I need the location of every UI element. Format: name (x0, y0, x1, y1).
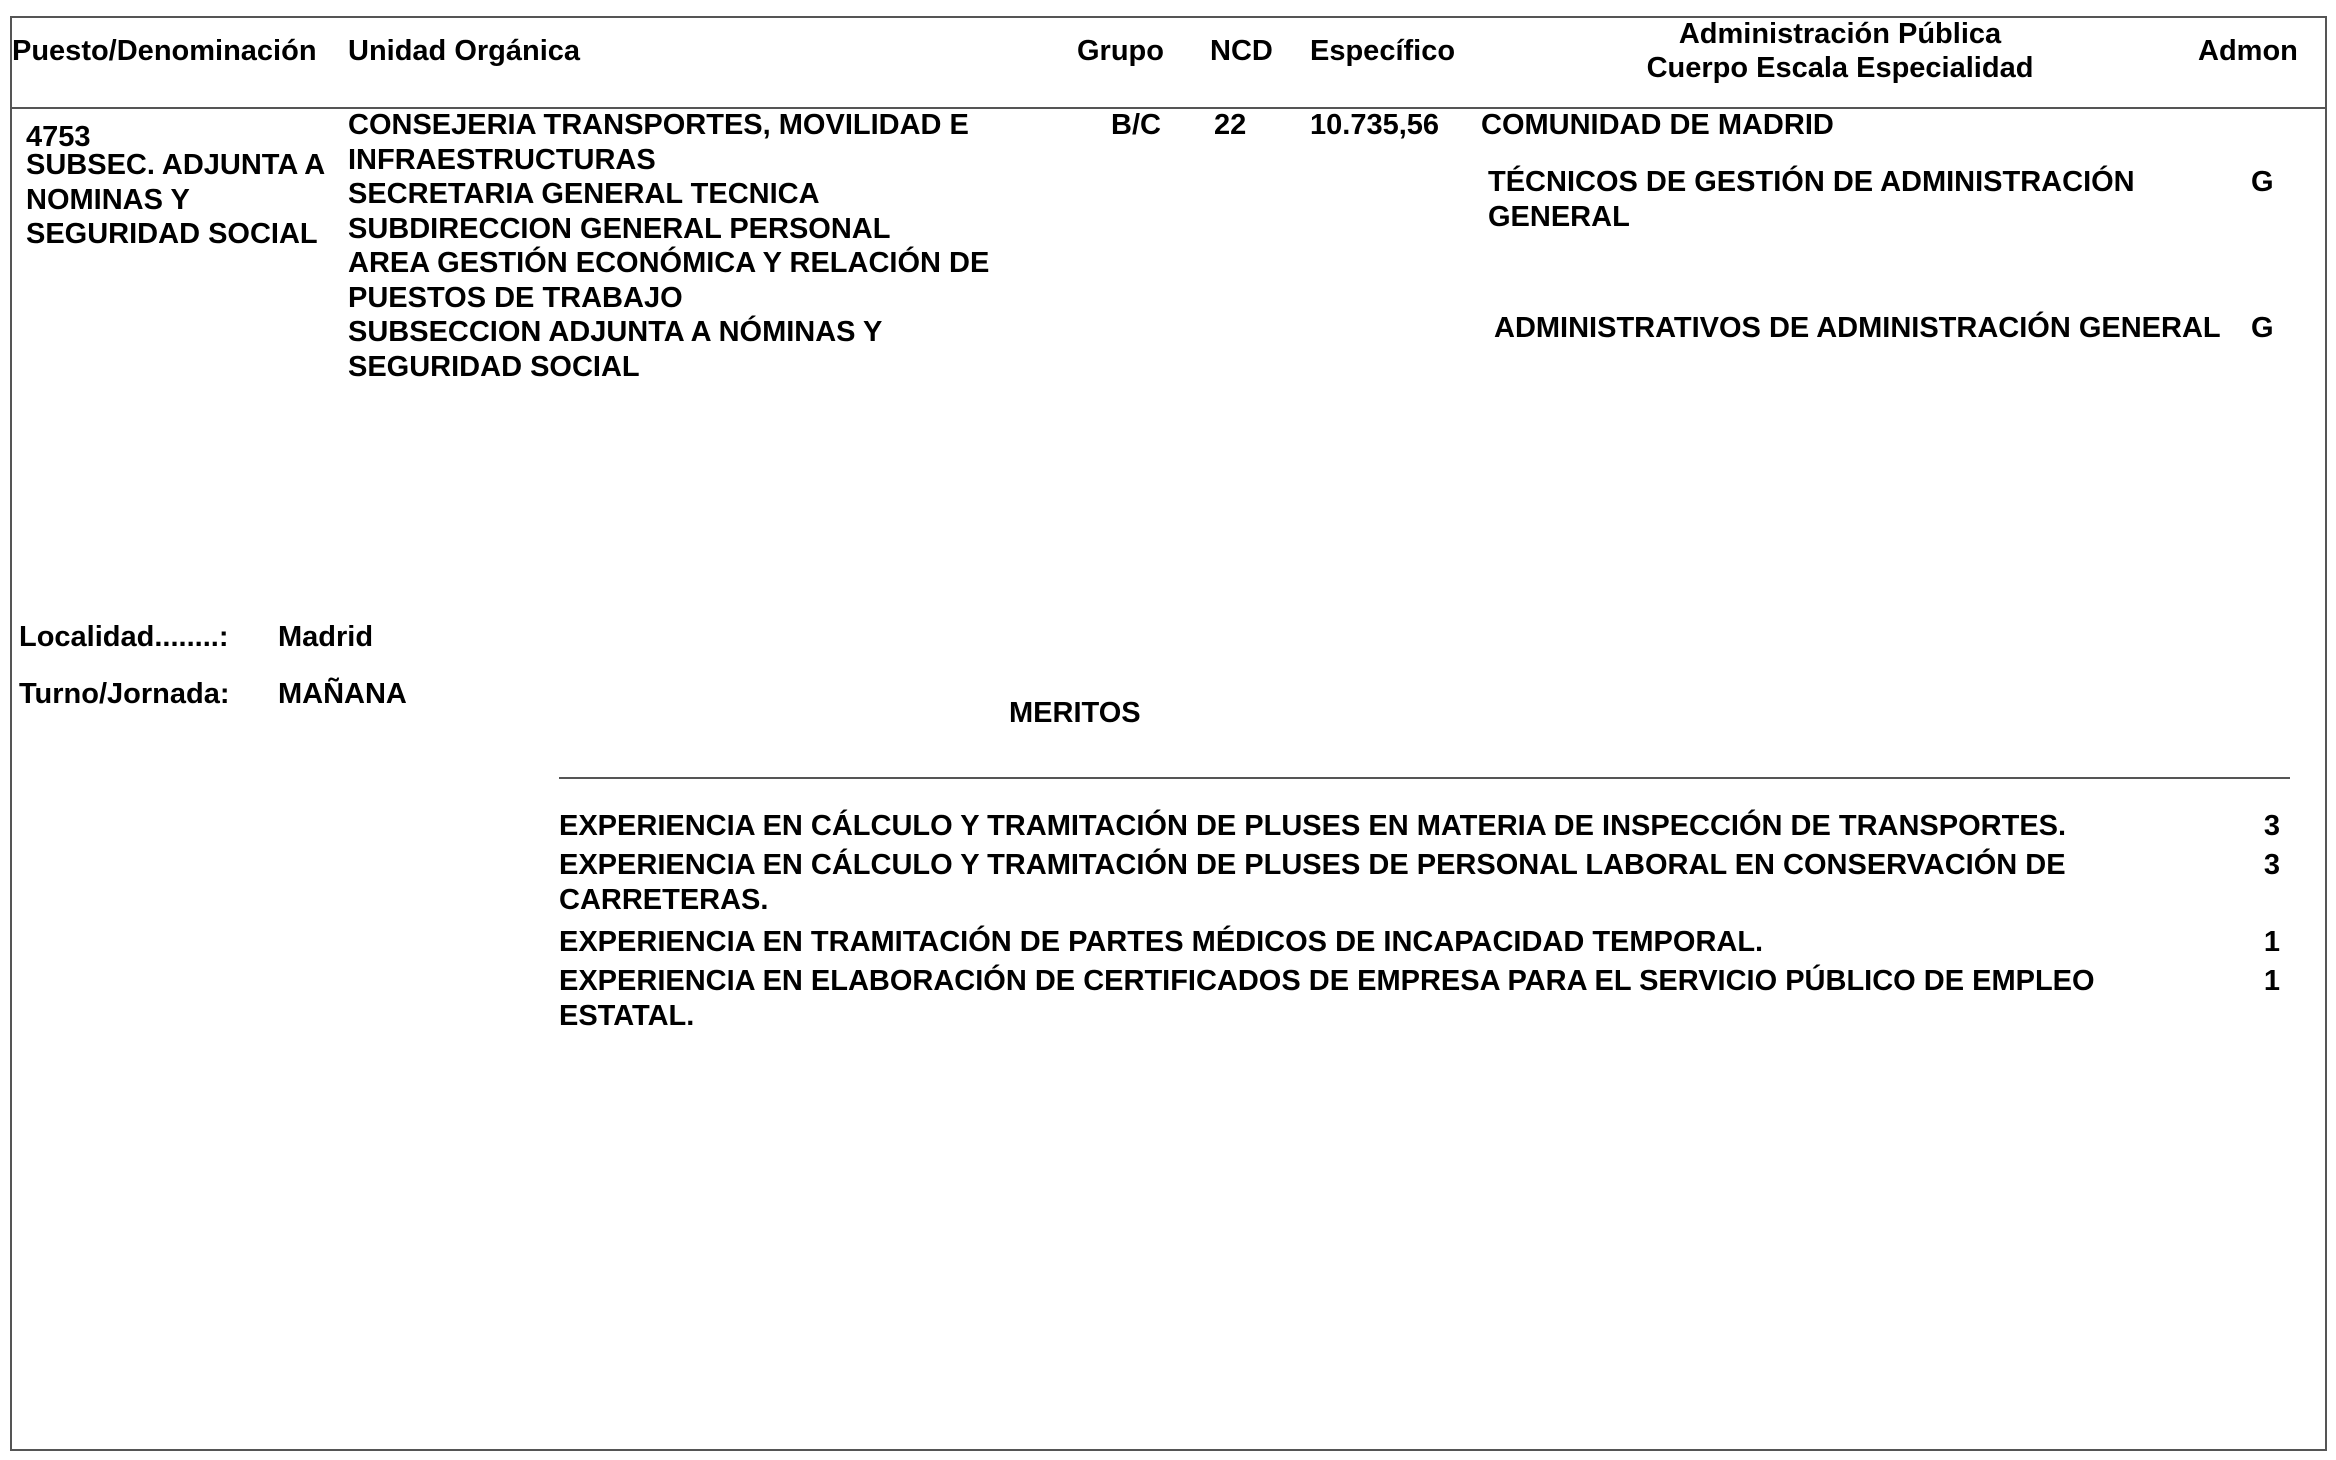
unidad-organica: CONSEJERIA TRANSPORTES, MOVILIDAD E INFRAESTRUCTURAS SECRETARIA GENERAL TECNICA SUBDIRECCION GENERAL PERSONAL AREA GESTIÓN ECONÓMICA Y RELACIÓN DE PUESTOS DE TRABAJO SUBSECCION ADJUNTA A NÓMINAS Y SEGURIDAD SOCIAL (348, 109, 990, 383)
cuerpo-administrativos: ADMINISTRATIVOS DE ADMINISTRACIÓN GENERAL (1494, 312, 2221, 344)
header-admin-publica-title: Administración Pública (1678, 18, 2002, 50)
merito-item: EXPERIENCIA EN ELABORACIÓN DE CERTIFICADOS DE EMPRESA PARA EL SERVICIO PÚBLICO DE EMPLEO ESTATAL. (559, 965, 2095, 1032)
meritos-title: MERITOS (1009, 697, 1141, 729)
localidad-value: Madrid (278, 621, 374, 653)
merito-points: 3 (2263, 849, 2280, 881)
header-grupo: Grupo (1077, 35, 1164, 67)
turno-value: MAÑANA (278, 678, 407, 710)
puesto-administracion: COMUNIDAD DE MADRID (1481, 109, 1834, 141)
header-unidad: Unidad Orgánica (348, 35, 581, 67)
cuerpo-tecnicos-admon: G (2251, 166, 2274, 198)
puesto-number: 4753 (26, 121, 91, 153)
puesto-ncd: 22 (1214, 109, 1247, 141)
merito-item: EXPERIENCIA EN TRAMITACIÓN DE PARTES MÉDICOS DE INCAPACIDAD TEMPORAL. (559, 926, 1764, 958)
header-puesto: Puesto/Denominación (12, 35, 317, 67)
header-especifico: Específico (1310, 35, 1456, 67)
header-admon: Admon (2198, 35, 2298, 67)
localidad-label: Localidad........: (19, 621, 229, 653)
merito-points: 3 (2263, 810, 2280, 842)
puesto-grupo: B/C (1111, 109, 1161, 141)
merito-item: EXPERIENCIA EN CÁLCULO Y TRAMITACIÓN DE PLUSES EN MATERIA DE INSPECCIÓN DE TRANSPORTES. (559, 810, 2067, 842)
header-admin-publica-subtitle: Cuerpo Escala Especialidad (1646, 52, 2034, 84)
meritos-divider (559, 777, 2290, 779)
merito-points: 1 (2263, 965, 2280, 997)
merito-points: 1 (2263, 926, 2280, 958)
puesto-especifico: 10.735,56 (1310, 109, 1440, 141)
cuerpo-tecnicos: TÉCNICOS DE GESTIÓN DE ADMINISTRACIÓN GENERAL (1488, 166, 2135, 233)
header-ncd: NCD (1210, 35, 1273, 67)
merito-item: EXPERIENCIA EN CÁLCULO Y TRAMITACIÓN DE PLUSES DE PERSONAL LABORAL EN CONSERVACIÓN DE CARRETERAS. (559, 849, 2066, 916)
cuerpo-administrativos-admon: G (2251, 312, 2274, 344)
turno-label: Turno/Jornada: (19, 678, 230, 710)
puesto-denominacion: SUBSEC. ADJUNTA A NOMINAS Y SEGURIDAD SOCIAL (26, 149, 326, 250)
